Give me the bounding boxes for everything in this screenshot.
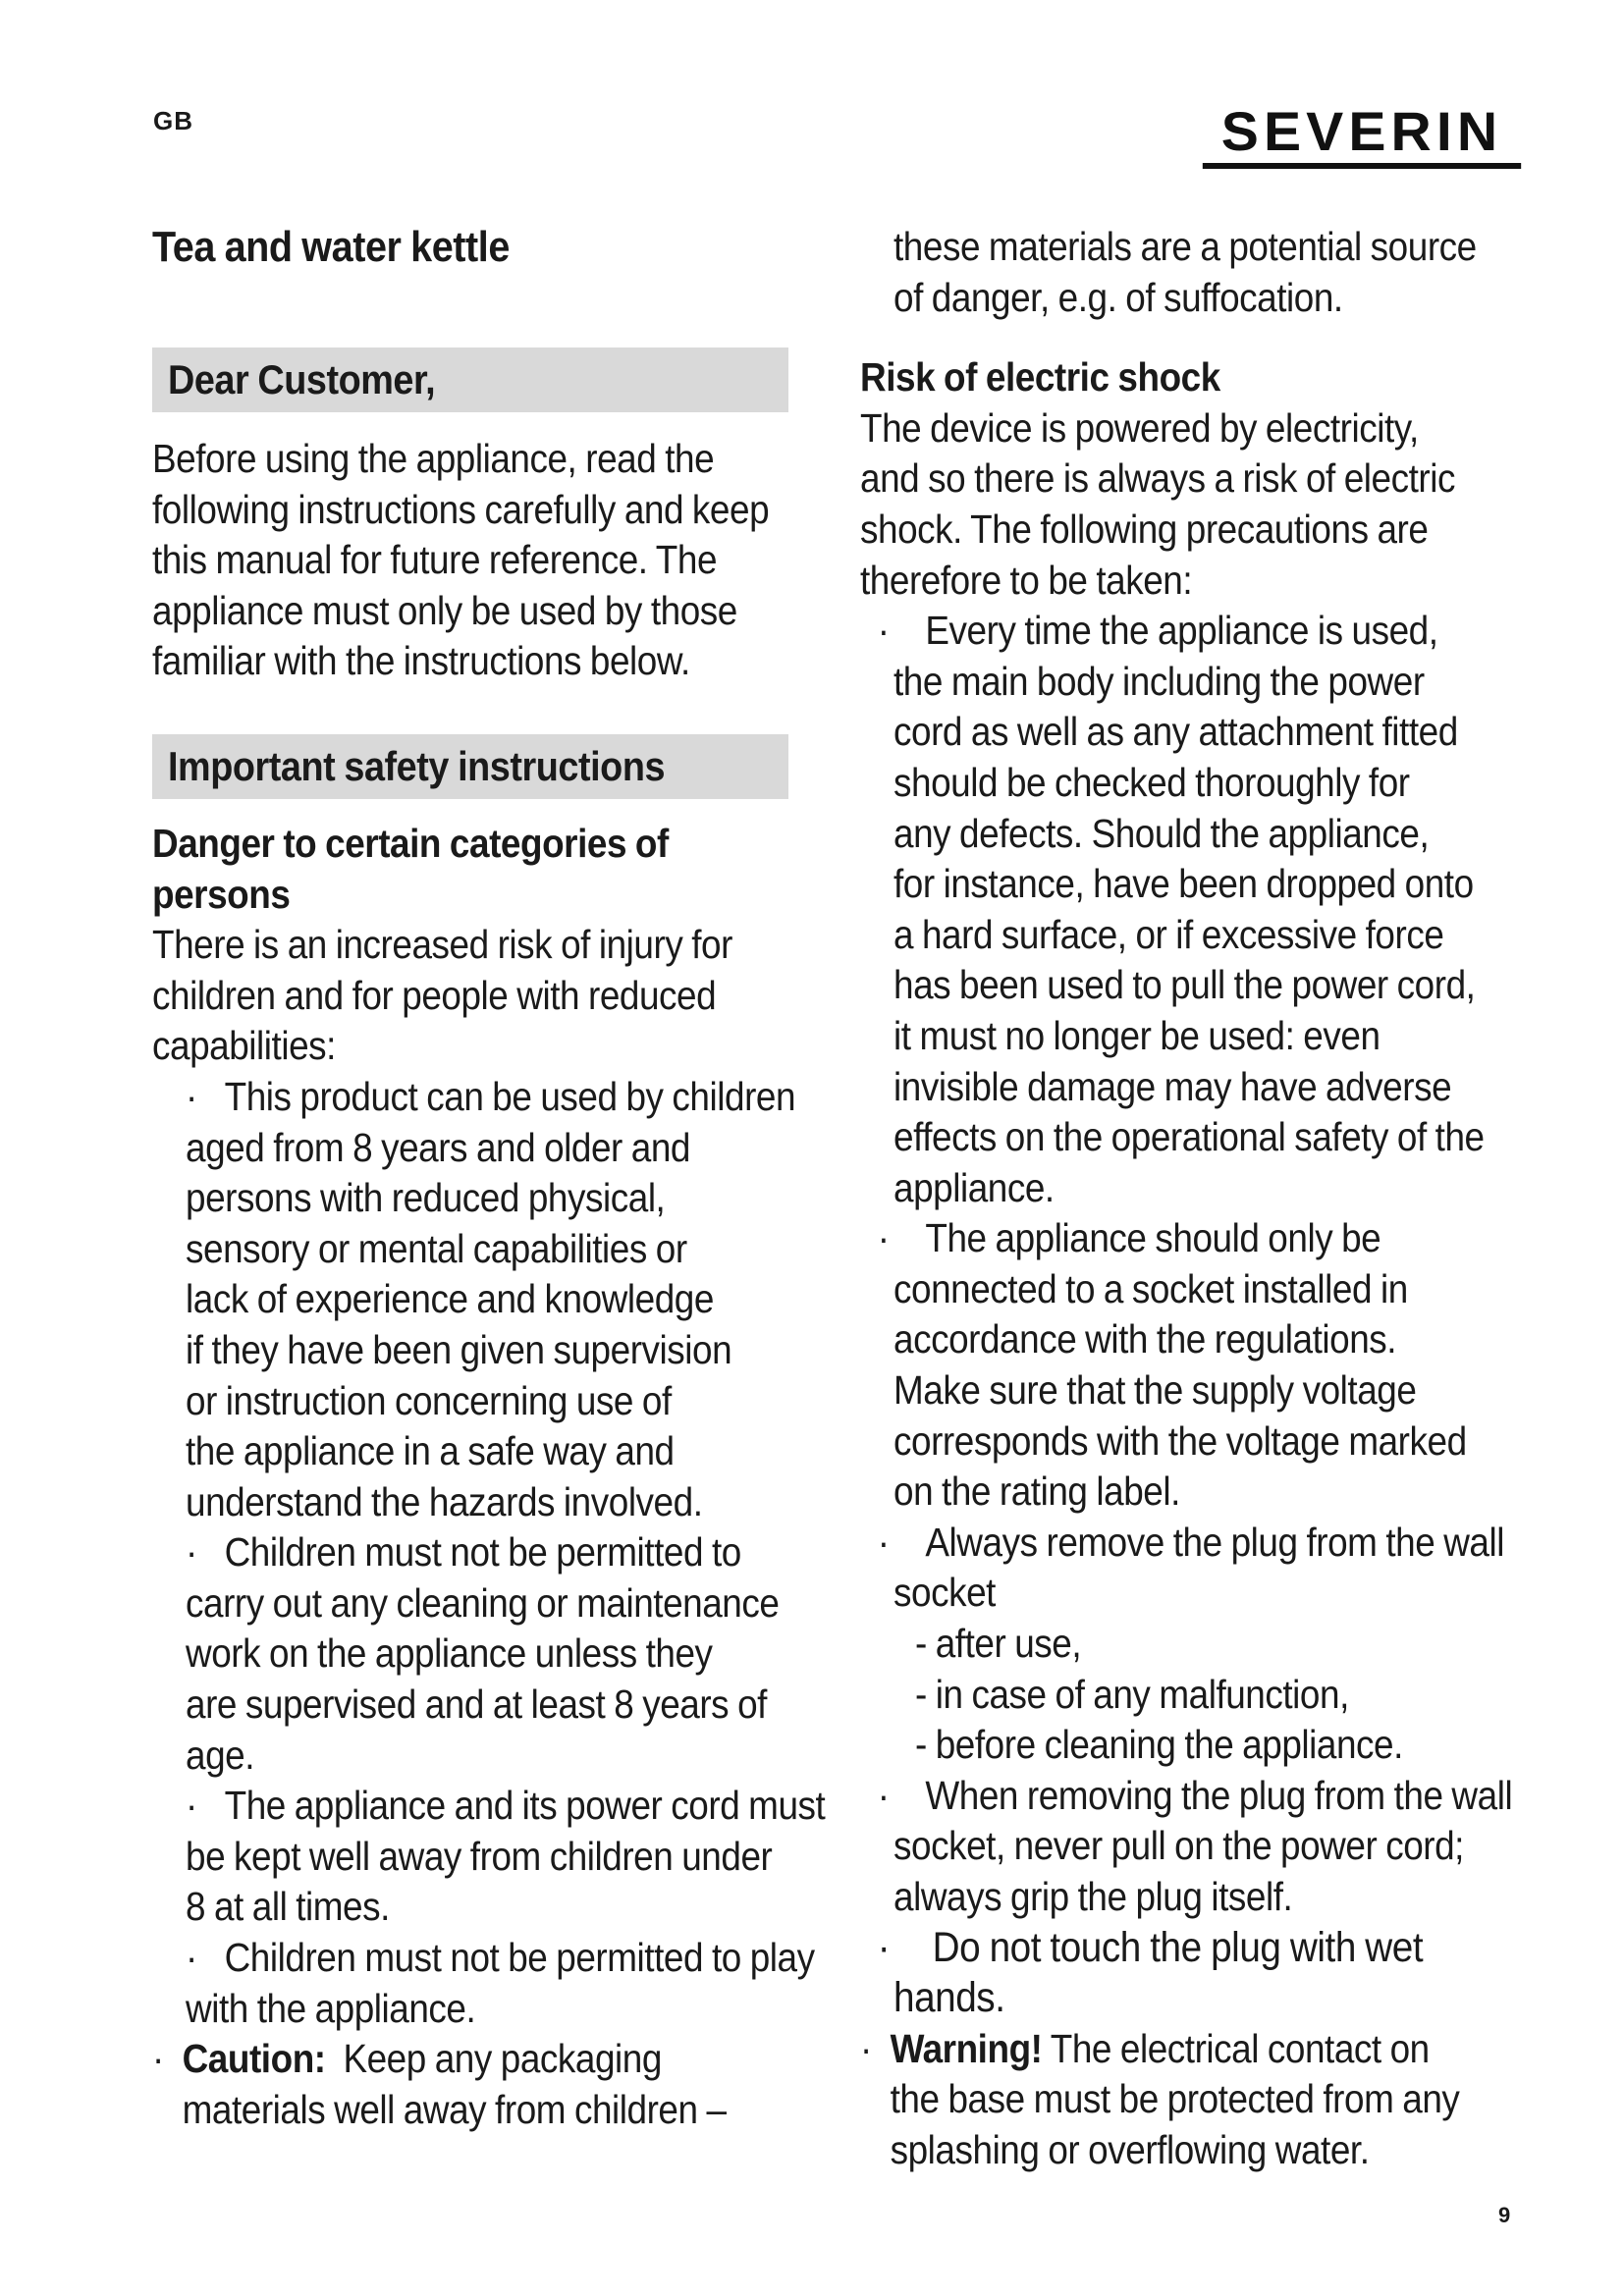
caution-note: · Caution: Keep any packaging materials well away from children –: [152, 2036, 727, 2132]
continued-text: these materials are a potential source of danger, e.g. of suffocation.: [893, 224, 1477, 320]
list-item: · This product can be used by children aged from 8 years and older and persons with reduced physical, sensory or mental capabilities or lack of experience and knowledge if they have been given supervision or instruction concerning use of the appliance in a safe way and understand the hazards involved.: [186, 1073, 796, 1524]
bullet-icon: ·: [186, 1783, 197, 1829]
bullet-icon: ·: [877, 608, 890, 654]
page-number: 9: [1498, 2203, 1511, 2227]
list-item: · Children must not be permitted to play with the appliance.: [186, 1935, 815, 2031]
bullet-icon: ·: [186, 1529, 197, 1575]
bullet-icon: ·: [186, 1073, 197, 1119]
list-item: · The appliance and its power cord must be kept well away from children under 8 at all times.: [186, 1783, 826, 1930]
severin-logo: SEVERIN: [1203, 102, 1521, 169]
list-item: · Children must not be permitted to carry out any cleaning or maintenance work on the appliance unless they are supervised and at least 8 years of age.: [186, 1529, 780, 1778]
warning-label: Warning!: [890, 2025, 1043, 2071]
electric-shock-heading: Risk of electric shock: [860, 354, 1220, 400]
list-item: · The appliance should only be connected to a socket installed in accordance with the regulations. Make sure that the supply voltage corresponds with the voltage marked on the rating label.: [877, 1215, 1467, 1515]
caution-label: Caution:: [182, 2036, 326, 2082]
bullet-icon: ·: [186, 1935, 197, 1981]
bullet-icon: ·: [877, 1215, 890, 1261]
bullet-icon: ·: [860, 2025, 872, 2071]
intro-paragraph: Before using the appliance, read the following instructions carefully and keep this manual for future reference. The appliance must only be used by those familiar with the instructions below.: [152, 436, 770, 684]
danger-intro: There is an increased risk of injury for children and for people with reduced capabilities:: [152, 922, 732, 1069]
shock-intro: The device is powered by electricity, and so there is always a risk of electric shock. The following precautions are therefore to be taken:: [860, 404, 1456, 603]
bullet-icon: ·: [877, 1923, 891, 1971]
dear-customer-heading: Dear Customer,: [152, 347, 788, 412]
language-code: GB: [153, 106, 193, 135]
warning-note: · Warning! The electrical contact on the base must be protected from any splashing or overflowing water.: [860, 2025, 1460, 2172]
page-title: Tea and water kettle: [152, 223, 510, 271]
bullet-icon: ·: [877, 1519, 890, 1565]
list-item: · Every time the appliance is used, the main body including the power cord as well as any attachment fitted should be checked thoroughly for any defects. Should the appliance, for instance, have been dropped onto a hard surface, or if excessive force has been used to pull the power cord, it must no longer be used: even invisible damage may have adverse effects on the operational safety of the appliance.: [877, 608, 1485, 1210]
list-item: · Always remove the plug from the wall socket: [877, 1519, 1504, 1616]
list-item: · When removing the plug from the wall socket, never pull on the power cord; always grip the plug itself.: [877, 1772, 1513, 1919]
safety-instructions-heading: Important safety instructions: [152, 734, 788, 799]
left-column: [152, 222, 859, 2135]
bullet-icon: ·: [877, 1772, 890, 1818]
sub-list: - after use, - in case of any malfunction, - before cleaning the appliance.: [915, 1621, 1403, 1768]
list-item: · Do not touch the plug with wet hands.: [877, 1923, 1424, 2022]
bullet-icon: ·: [152, 2036, 164, 2082]
right-column: [860, 222, 1567, 2176]
danger-heading: Danger to certain categories of persons: [152, 820, 669, 917]
